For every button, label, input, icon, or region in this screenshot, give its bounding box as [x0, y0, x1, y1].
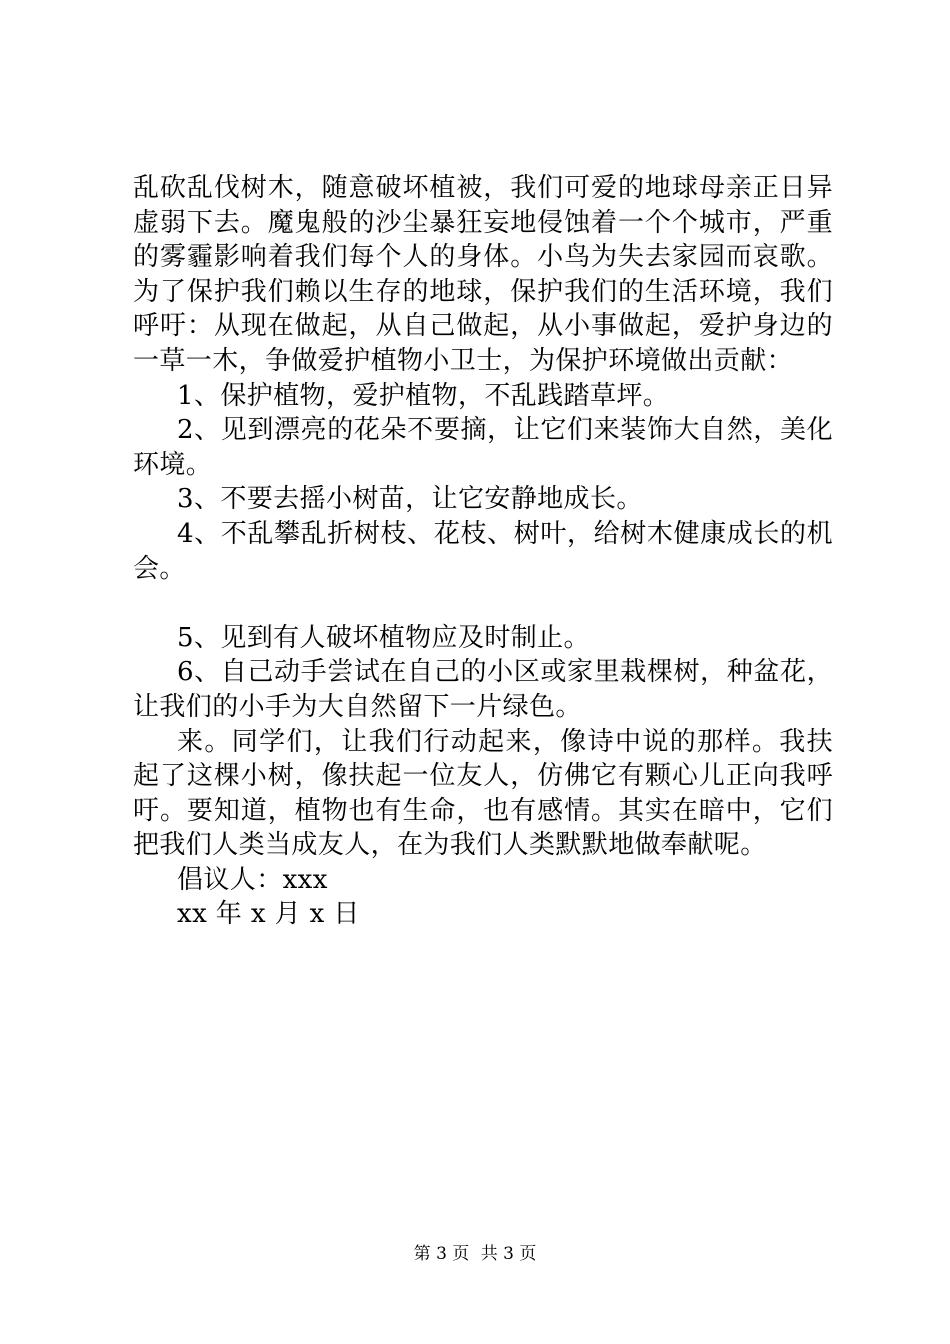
- page-total: 共 3 页: [480, 1244, 537, 1264]
- paragraph-item-4: 4、不乱攀乱折树枝、花枝、树叶，给树木健康成长的机会。: [133, 518, 833, 584]
- signature-date: xx 年 x 月 x 日: [177, 899, 360, 930]
- paragraph-conclusion: 来。同学们，让我们行动起来，像诗中说的那样。我扶起了这棵小树，像扶起一位友人，仿佛它有颗心儿正向我呼吁。要知道，植物也有生命，也有感情。其实在暗中，它们把我们人类当成友人，在为我们人类默默地做奉献呢。: [133, 726, 833, 861]
- page-footer: [0, 1243, 950, 1265]
- paragraph-item-2: 2、见到漂亮的花朵不要摘，让它们来装饰大自然，美化环境。: [133, 415, 833, 480]
- signature-proposer: 倡议人：xxx: [177, 864, 328, 895]
- paragraph-item-1: 1、保护植物，爱护植物，不乱践踏草坪。: [177, 380, 670, 411]
- document-body: [133, 171, 833, 932]
- page-number: 第 3 页: [413, 1244, 470, 1264]
- paragraph-intro: 乱砍乱伐树木，随意破坏植被，我们可爱的地球母亲正日异虚弱下去。魔鬼般的沙尘暴狂妄地侵蚀着一个个城市，严重的雾霾影响着我们每个人的身体。小鸟为失去家园而哀歌。为了保护我们赖以生存的地球，保护我们的生活环境，我们呼吁：从现在做起，从自己做起，从小事做起，爱护身边的一草一木，争做爱护植物小卫士，为保护环境做出贡献：: [133, 173, 833, 376]
- paragraph-item-5: 5、见到有人破坏植物应及时制止。: [177, 622, 590, 653]
- paragraph-item-6: 6、自己动手尝试在自己的小区或家里栽棵树，种盆花，让我们的小手为大自然留下一片绿色。: [133, 657, 833, 722]
- paragraph-item-3: 3、不要去摇小树苗，让它安静地成长。: [177, 484, 643, 515]
